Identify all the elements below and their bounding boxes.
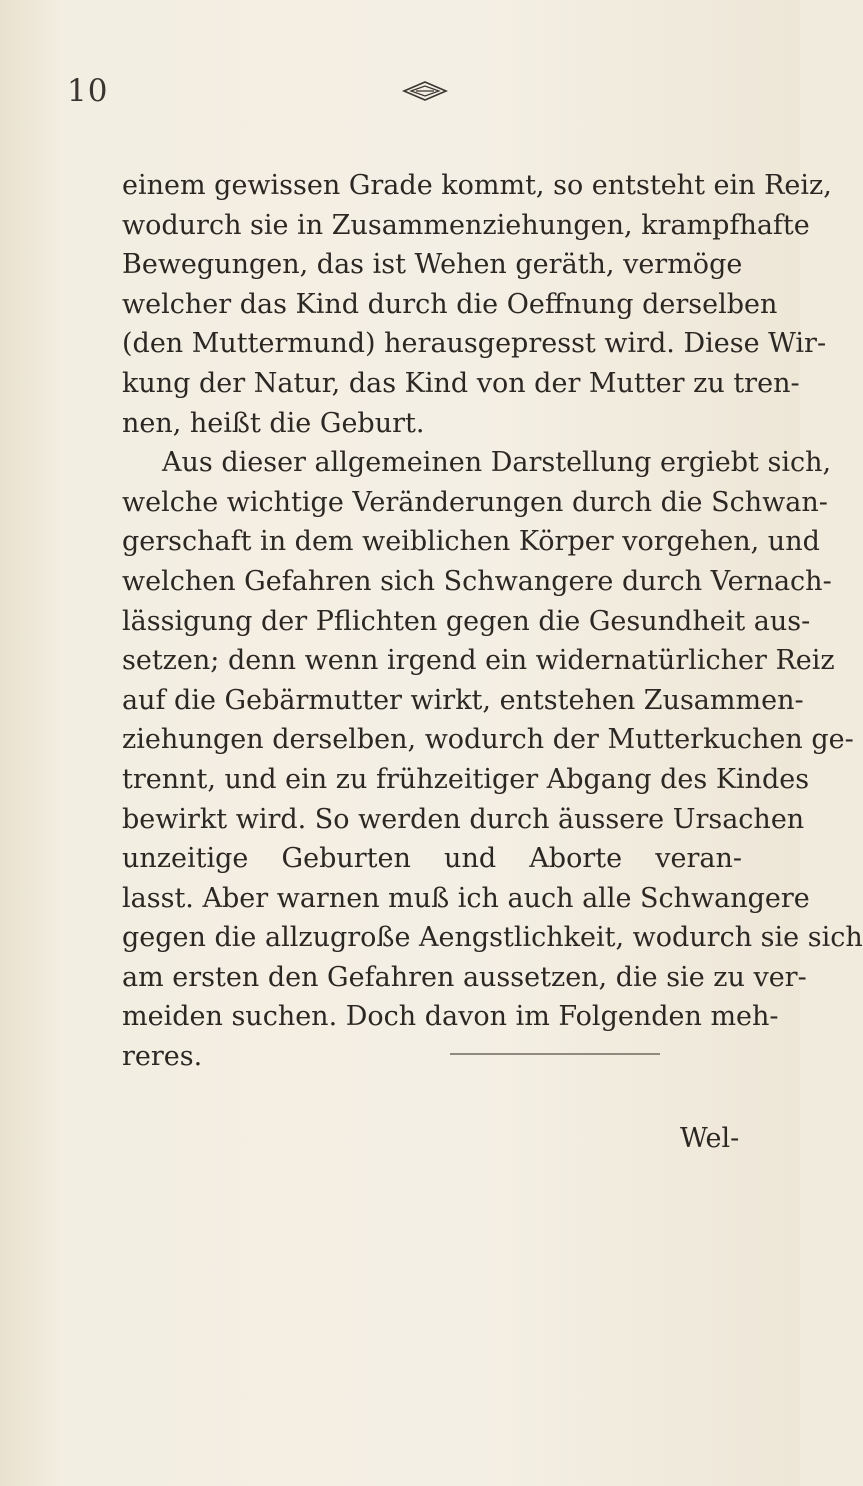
page-number: 10 (67, 73, 109, 109)
text-line: setzen; denn wenn irgend ein widernatürlicher Reiz (122, 645, 835, 677)
text-line: welchen Gefahren sich Schwangere durch Vernach- (122, 565, 832, 597)
text-line: reres. (122, 1041, 203, 1073)
text-line: lässigung der Pflichten gegen die Gesundheit aus- (122, 605, 811, 637)
text-line: welche wichtige Veränderungen durch die Schwan- (122, 486, 828, 518)
text-line: gerschaft in dem weiblichen Körper vorgehen, und (122, 526, 820, 558)
text-line: auf die Gebärmutter wirkt, entstehen Zusammen- (122, 684, 804, 716)
text-line: wodurch sie in Zusammenziehungen, krampfhafte (122, 209, 810, 241)
text-line: einem gewissen Grade kommt, so entsteht ein Reiz, (122, 170, 832, 201)
text-line: unzeitige Geburten und Aborte veran- (122, 843, 742, 875)
text-line: Aus dieser allgemeinen Darstellung ergiebt sich, (162, 447, 832, 479)
text-line: welcher das Kind durch die Oeffnung derselben (122, 288, 778, 320)
text-line: am ersten den Gefahren aussetzen, die sie zu ver- (122, 961, 807, 993)
catchword: Wel- (680, 1123, 740, 1154)
text-line: lasst. Aber warnen muß ich auch alle Schwangere (122, 882, 810, 914)
text-line: nen, heißt die Geburt. (122, 407, 425, 439)
text-line: Bewegungen, das ist Wehen geräth, vermöge (122, 249, 743, 281)
text-line: meiden suchen. Doch davon im Folgenden meh- (122, 1001, 779, 1033)
body-text (122, 166, 863, 1077)
text-line: bewirkt wird. So werden durch äussere Ursachen (122, 803, 805, 835)
text-line: trennt, und ein zu frühzeitiger Abgang des Kindes (122, 763, 810, 795)
text-line: gegen die allzugroße Aengstlichkeit, wodurch sie sich (122, 922, 863, 954)
diamond-ornament-icon (402, 80, 448, 102)
text-line: kung der Natur, das Kind von der Mutter zu tren- (122, 367, 800, 399)
section-rule (450, 1053, 660, 1055)
text-line: ziehungen derselben, wodurch der Mutterkuchen ge- (122, 724, 854, 756)
text-line: (den Muttermund) herausgepresst wird. Diese Wir- (122, 328, 827, 360)
